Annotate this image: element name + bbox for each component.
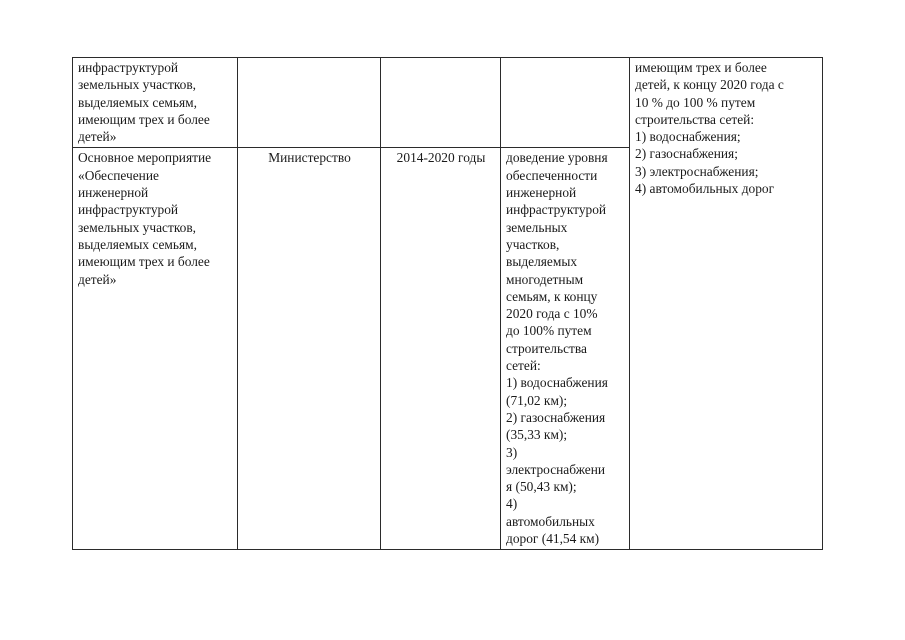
cell-line: семьям, к концу [506,288,598,304]
cell-line: детей» [78,129,117,145]
target-indicator-cell [630,58,823,550]
cell-line: строительства [506,340,587,356]
cell-line: 3) электроснабжения; [635,163,759,179]
cell-line: земельных участков, [78,77,197,93]
cell-line: инфраструктурой [78,202,179,218]
cell-line: электроснабжени [506,461,606,477]
cell-line: дорог (41,54 км) [506,531,600,547]
cell-line: 2) газоснабжения; [635,146,738,162]
cell-line: выделяемых семьям, [78,94,197,110]
cell-line: 1) водоснабжения [506,375,608,391]
cell-line: многодетным [506,271,584,287]
cell-line: имеющим трех и более [78,254,210,270]
cell-line: сетей: [506,358,541,374]
cell-line: инфраструктурой [506,202,607,218]
cell-line: 4) [506,496,518,512]
row2-measure-cell [73,148,238,550]
cell-line: до 100% путем [506,323,592,339]
row1-measure-cell [73,58,238,148]
cell-line: инженерной [78,185,149,201]
cell-line: доведение уровня [506,150,608,166]
cell-line: (35,33 км); [506,427,568,443]
cell-line: 4) автомобильных дорог [635,181,775,197]
table-row [73,58,823,148]
cell-line: 3) [506,444,518,460]
cell-line: земельных участков, [78,219,197,235]
cell-line: обеспеченности [506,167,598,183]
cell-line: детей» [78,271,117,287]
row1-period-cell [381,58,501,148]
cell-line: имеющим трех и более [635,60,767,75]
cell-line: инженерной [506,185,577,201]
cell-line: 10 % до 100 % путем [635,94,756,110]
cell-line: участков, [506,236,560,252]
cell-line: автомобильных [506,513,595,529]
cell-line: выделяемых семьям, [78,236,197,252]
cell-line: строительства сетей: [635,111,755,127]
row2-executor-cell: Министерство [238,148,381,550]
row1-executor-cell [238,58,381,148]
cell-line: выделяемых [506,254,578,270]
cell-line: 1) водоснабжения; [635,129,741,145]
cell-line: земельных [506,219,568,235]
cell-line: Основное мероприятие [78,150,212,166]
cell-line: имеющим трех и более [78,111,210,127]
row1-result-cell [501,58,630,148]
cell-line: детей, к концу 2020 года с [635,77,784,93]
cell-line: (71,02 км); [506,392,568,408]
cell-line: 2) газоснабжения [506,409,606,425]
cell-line: 2020 года с 10% [506,306,598,322]
cell-line: «Обеспечение [78,167,159,183]
row2-result-cell [501,148,630,550]
row2-period-cell: 2014-2020 годы [381,148,501,550]
cell-line: инфраструктурой [78,60,179,75]
cell-line: я (50,43 км); [506,479,577,495]
measures-table [72,57,823,550]
